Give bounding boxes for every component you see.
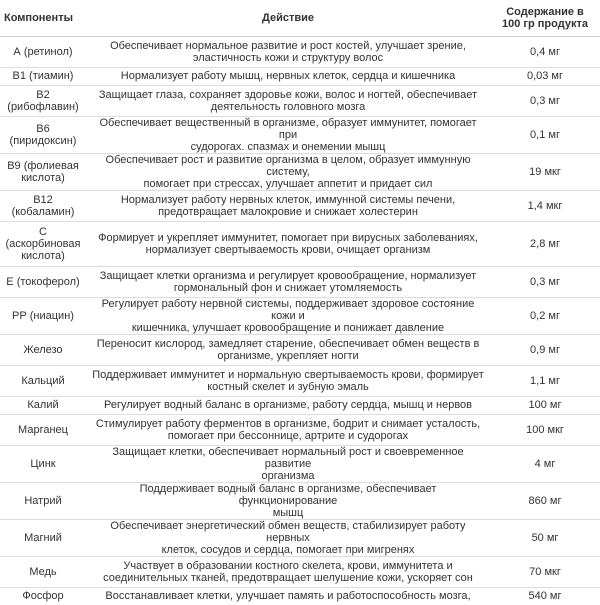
amount-cell: 0,3 мг [490,266,600,297]
component-name-cell [0,519,86,556]
component-name-cell [0,556,86,587]
table-row [0,36,600,67]
amount-cell: 0,2 мг [490,297,600,334]
table-body [0,36,600,605]
component-name-line: (рибофлавин) [7,100,79,113]
action-text-line: Регулирует водный баланс в организме, работу сердца, мышц и нервов [103,399,473,411]
action-text-line: кишечника, улучшает кровообращение и понижает давление [131,321,445,334]
component-name-cell [0,396,86,414]
component-name-cell [0,36,86,67]
amount-cell: 1,4 мкг [490,190,600,221]
action-text-line: Обеспечивает рост и развитие организма в целом, образует иммунную систему, [105,153,471,178]
action-cell [86,116,490,153]
component-name-cell [0,414,86,445]
amount-cell: 2,8 мг [490,221,600,266]
action-cell [86,85,490,116]
table-row [0,67,600,85]
action-cell [86,414,490,445]
action-text-line: деятельность головного мозга [210,100,366,113]
action-cell [86,297,490,334]
action-cell [86,445,490,482]
component-name-cell [0,587,86,605]
action-cell [86,153,490,190]
component-name-line: В12 [33,193,53,206]
amount-cell: 19 мкг [490,153,600,190]
action-text-line: Регулирует работу нервной системы, поддерживает здоровое состояние кожи и [101,297,475,322]
component-name-cell [0,334,86,365]
table-row [0,116,600,153]
component-name-line: Марганец [18,423,68,436]
component-name-line: кислота) [21,171,65,184]
table-row [0,445,600,482]
component-name-cell [0,85,86,116]
action-cell [86,334,490,365]
amount-cell: 100 мкг [490,414,600,445]
amount-cell: 0,1 мг [490,116,600,153]
table-row [0,153,600,190]
action-cell [86,396,490,414]
table-row [0,85,600,116]
action-text-line: гормональный фон и снижает утомляемость [173,281,403,294]
action-text-line: организме, укрепляет ногти [217,349,359,362]
action-text-line: костный скелет и зубную эмаль [207,380,369,393]
action-text-line: Обеспечивает энергетический обмен веществ, стабилизирует работу нервных [110,519,466,544]
action-cell [86,266,490,297]
component-name-line: Фосфор [22,590,64,603]
table-row [0,266,600,297]
component-name-line: В2 [36,88,50,101]
table-row [0,190,600,221]
component-name-cell [0,482,86,519]
component-name-cell [0,297,86,334]
action-cell [86,190,490,221]
amount-cell: 0,3 мг [490,85,600,116]
component-name-line: (кобаламин) [11,205,75,218]
component-name-cell [0,190,86,221]
table-row [0,297,600,334]
table-row [0,519,600,556]
action-text-line: Восстанавливает клетки, улучшает память и работоспособность мозга, [105,590,471,603]
component-name-line: С [39,225,47,238]
action-text-line: организма [261,469,315,482]
component-name-line: В9 (фолиевая [7,159,79,172]
action-cell [86,519,490,556]
column-header-component: Компоненты [0,0,86,36]
table-row [0,334,600,365]
action-text-line: эластичность кожи и структуру волос [192,51,384,64]
component-name-line: А (ретинол) [13,45,73,58]
action-cell [86,365,490,396]
component-name-line: Железо [23,343,63,356]
component-name-cell [0,153,86,190]
action-text-line: Нормализует работу нервных клеток, иммунной системы печени, [120,193,456,206]
action-text-line: Защищает глаза, сохраняет здоровье кожи, волос и ногтей, обеспечивает [98,88,478,101]
table-row [0,482,600,519]
action-text-line: судорогах. спазмах и онемении мышц [190,140,386,153]
amount-cell: 4 мг [490,445,600,482]
header-row [0,0,600,36]
action-cell [86,67,490,85]
component-name-cell [0,221,86,266]
amount-cell: 540 мг [490,587,600,605]
action-text-line: Обеспечивает нормальное развитие и рост костей, улучшает зрение, [110,39,466,52]
action-cell [86,482,490,519]
action-cell [86,556,490,587]
action-cell [86,221,490,266]
action-text-line: Формирует и укрепляет иммунитет, помогает при вирусных заболеваниях, [98,231,478,244]
column-header-content [490,0,600,36]
action-text-line: предотвращает малокровие и снижает холестерин [158,205,418,218]
table-row [0,587,600,605]
amount-cell: 0,9 мг [490,334,600,365]
action-text-line: нормализует свертываемость крови, очищает организм [145,243,431,256]
column-header-action: Действие [86,0,490,36]
table-row [0,414,600,445]
component-name-line: (аскорбиновая [5,237,81,250]
component-name-line: (пиридоксин) [9,134,77,147]
table-row [0,556,600,587]
action-text-line: Стимулирует работу ферментов в организме, бодрит и снимает усталость, [95,417,481,430]
action-text-line: Поддерживает иммунитет и нормальную свертываемость крови, формирует [92,368,484,381]
component-name-line: В6 [36,122,50,135]
action-text-line: мышц [272,506,304,519]
amount-cell: 0,03 мг [490,67,600,85]
column-header-content-line2: 100 гр продукта [502,17,588,30]
component-name-line: Е (токоферол) [6,275,80,288]
component-name-line: В1 (тиамин) [12,70,74,82]
action-text-line: Обеспечивает вещественный в организме, образует иммунитет, помогает при [99,116,477,141]
action-text-line: Защищает клетки, обеспечивает нормальный рост и своевременное развитие [112,445,464,470]
amount-cell: 0,4 мг [490,36,600,67]
column-header-content-line1: Содержание в [506,5,584,18]
action-text-line: Участвует в образовании костного скелета, крови, иммунитета и [123,559,453,572]
component-name-cell [0,266,86,297]
table-row [0,396,600,414]
component-name-cell [0,365,86,396]
component-name-line: РР (ниацин) [12,309,74,322]
component-name-cell [0,116,86,153]
amount-cell: 1,1 мг [490,365,600,396]
table-row [0,365,600,396]
action-text-line: Поддерживает водный баланс в организме, обеспечивает функционирование [139,482,437,507]
component-name-line: Калий [27,399,59,411]
amount-cell: 50 мг [490,519,600,556]
table-header [0,0,600,36]
action-text-line: соединительных тканей, предотвращает шелушение кожи, ускоряет сон [103,571,473,584]
action-text-line: Нормализует работу мышц, нервных клеток, сердца и кишечника [120,70,456,82]
action-text-line: помогает при бессоннице, артрите и судорогах [167,429,409,442]
amount-cell: 100 мг [490,396,600,414]
component-name-line: кислота) [21,249,65,262]
table-row [0,221,600,266]
component-name-line: Цинк [30,457,56,470]
action-text-line: Защищает клетки организма и регулирует кровообращение, нормализует [99,269,477,282]
action-text-line: Переносит кислород, замедляет старение, обеспечивает обмен веществ в [96,337,480,350]
action-cell [86,36,490,67]
component-name-line: Медь [29,565,57,578]
amount-cell: 70 мкг [490,556,600,587]
action-cell [86,587,490,605]
action-text-line: помогает при стрессах, улучшает аппетит и придает сил [143,177,433,190]
component-name-line: Натрий [24,494,62,507]
component-name-line: Магний [24,531,62,544]
component-name-cell [0,445,86,482]
component-name-line: Кальций [21,374,65,387]
action-text-line: клеток, сосудов и сердца, помогает при мигренях [161,543,415,556]
component-name-cell [0,67,86,85]
amount-cell: 860 мг [490,482,600,519]
